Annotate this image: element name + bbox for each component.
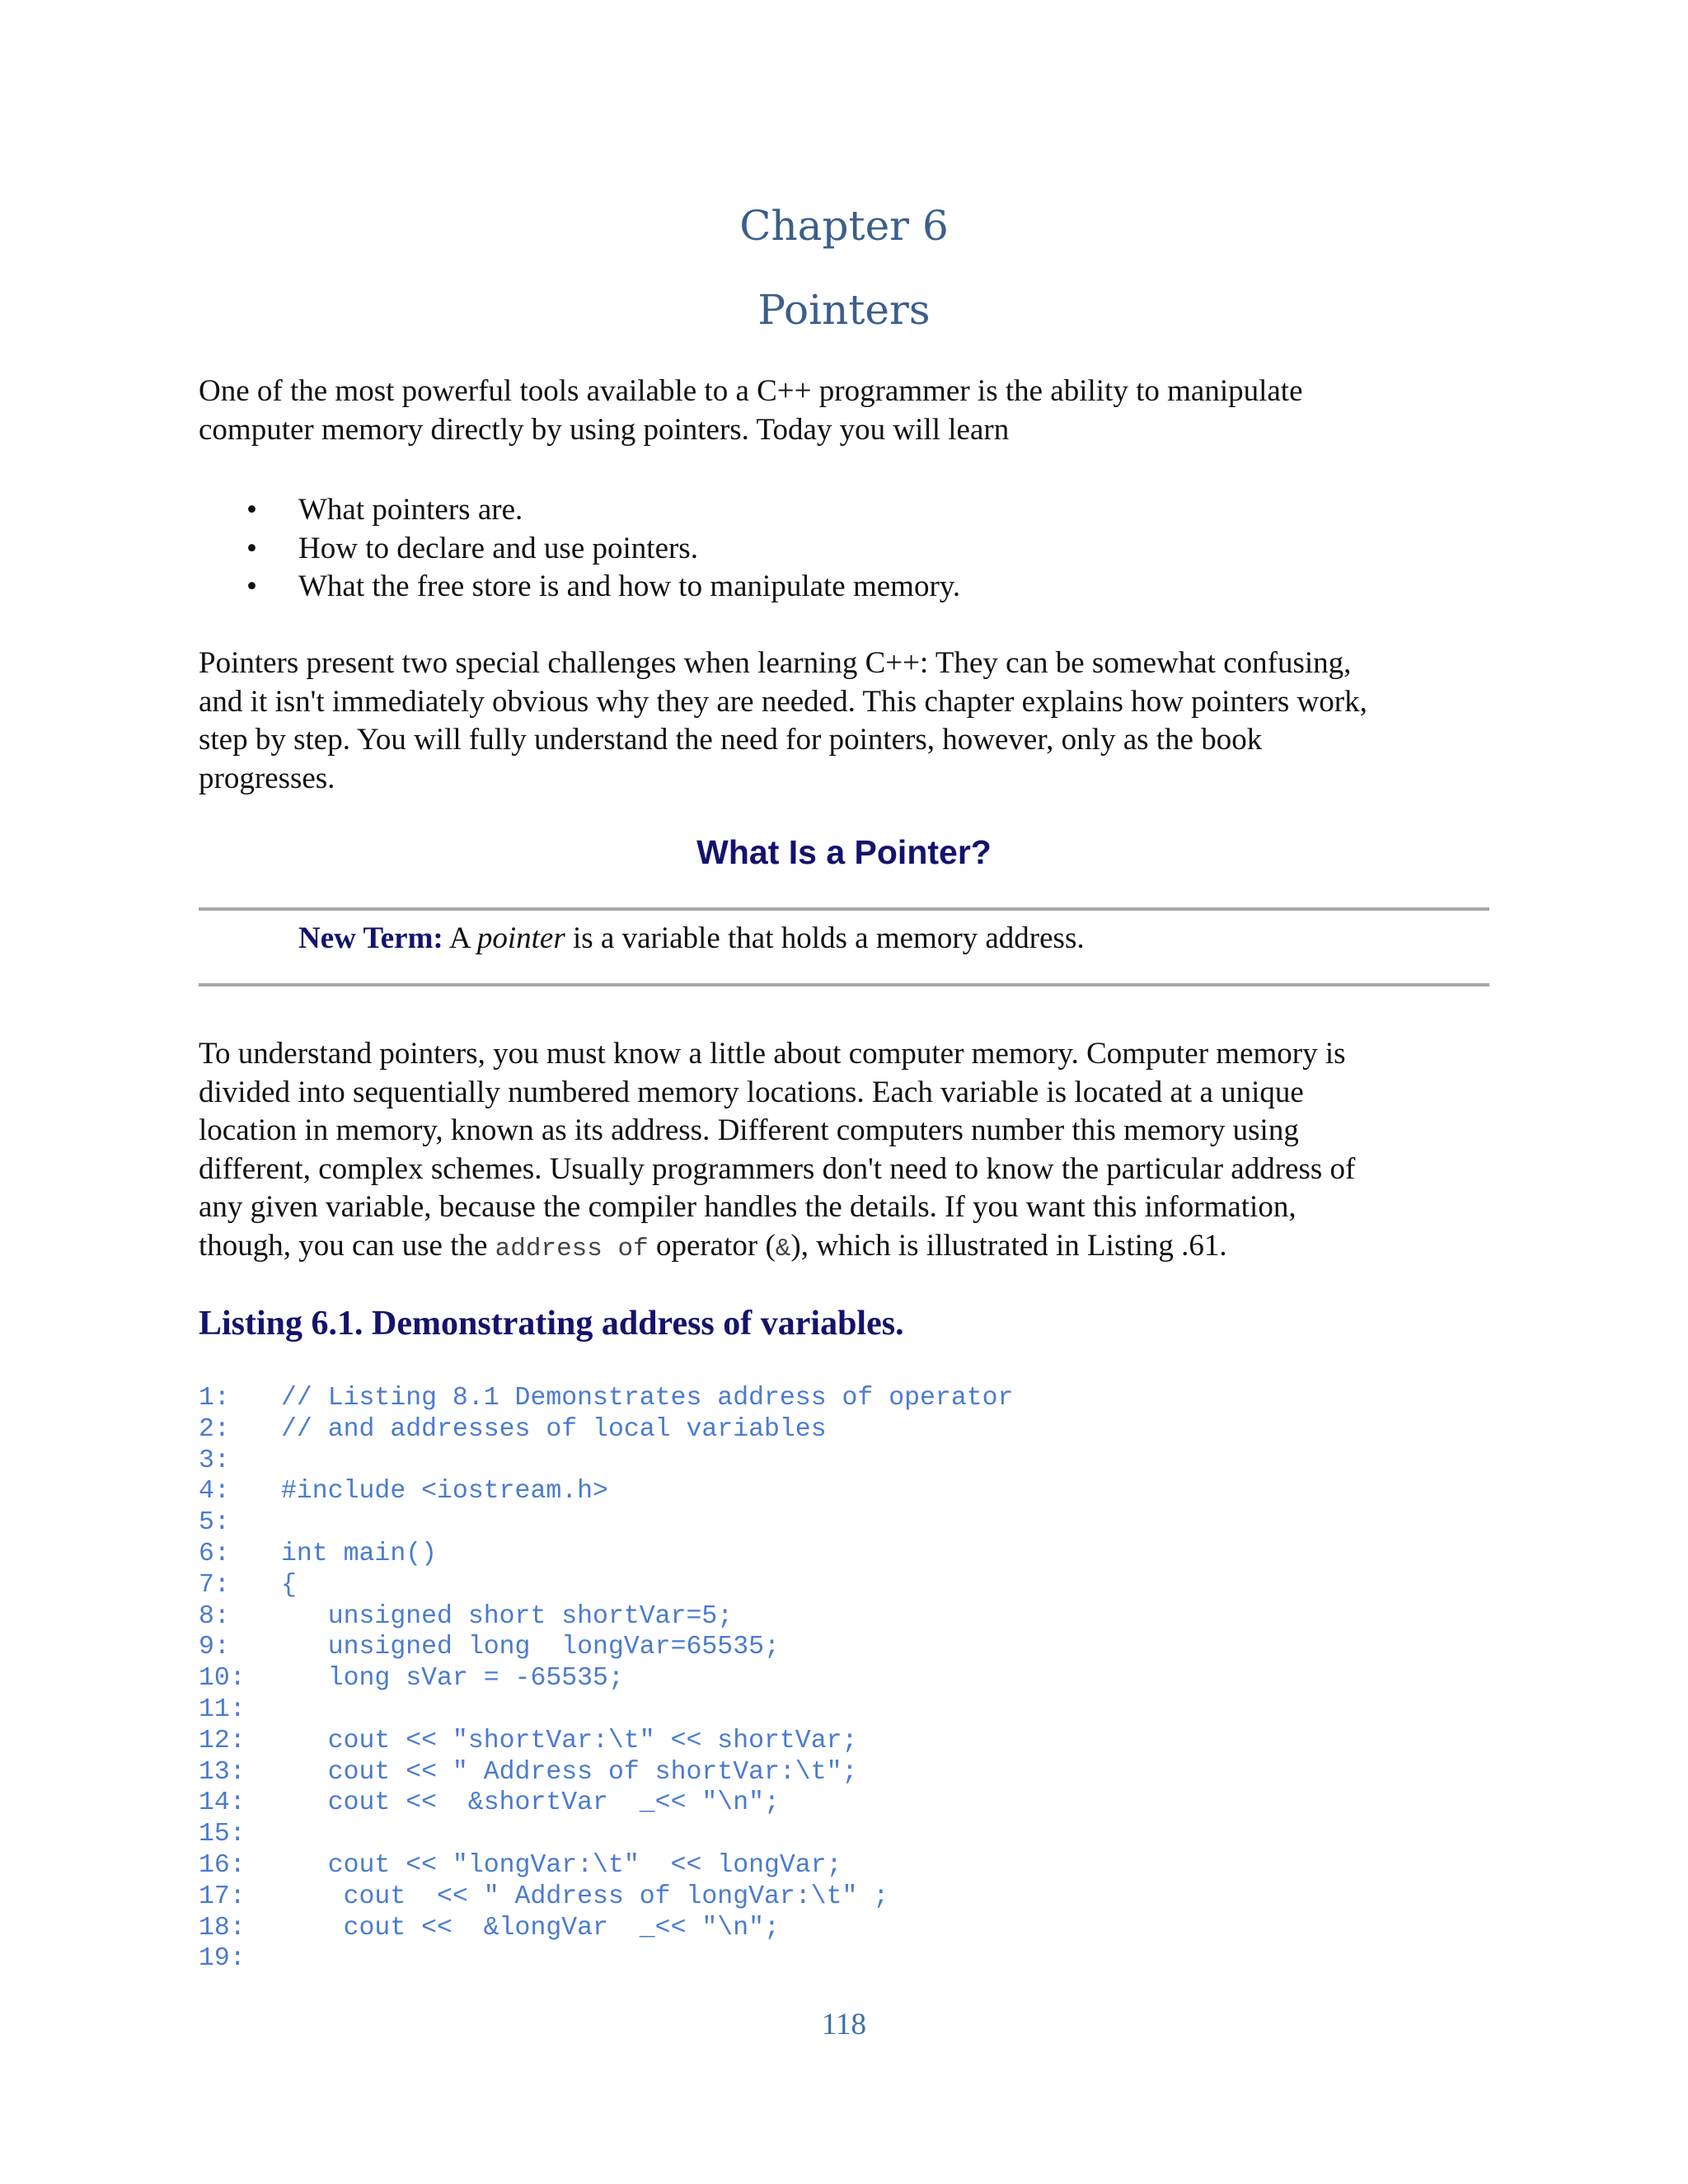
memory-text: though, you can use the (199, 1228, 495, 1263)
intro-line: One of the most powerful tools available to a C++ programmer is the ability to manipulate (199, 374, 1303, 408)
memory-text: operator ( (648, 1228, 776, 1263)
listing-title: Listing 6.1. Demonstrating address of variables. (199, 1305, 904, 1343)
new-term-note (298, 920, 1085, 958)
intro-paragraph (199, 373, 1501, 449)
code-line-number: 4: (199, 1477, 230, 1507)
page-number: 118 (821, 2008, 867, 2041)
list-item-text: What the free store is and how to manipulate memory. (298, 569, 961, 603)
code-line-text: int main() (281, 1539, 438, 1568)
challenges-line: step by step. You will fully understand the need for pointers, however, only as the book (199, 723, 1263, 757)
code-line-text: long sVar = -65535; (281, 1664, 624, 1694)
challenges-line: and it isn't immediately obvious why they are needed. This chapter explains how pointers work, (199, 684, 1367, 719)
address-of-code: address of (495, 1234, 649, 1263)
code-line-text: // and addresses of local variables (281, 1414, 827, 1444)
memory-line: To understand pointers, you must know a little about computer memory. Computer memory is (199, 1037, 1346, 1071)
code-line-number: 3: (199, 1446, 230, 1475)
list-item-text: What pointers are. (298, 493, 523, 527)
code-line-text: cout << " Address of shortVar:\t"; (281, 1757, 858, 1787)
list-item (199, 530, 960, 569)
new-term-definition: is a variable that holds a memory address. (565, 921, 1085, 955)
code-line-text: #include <iostream.h> (281, 1477, 608, 1507)
new-term-label: New Term: (298, 921, 443, 955)
code-line-number: 14: (199, 1788, 246, 1818)
new-term-before: A (443, 921, 477, 955)
code-line-number: 19: (199, 1944, 246, 1974)
bullet-icon: • (246, 569, 257, 603)
challenges-line: progresses. (199, 761, 335, 795)
memory-line: location in memory, known as its address. Different computers number this memory using (199, 1113, 1299, 1147)
intro-line: computer memory directly by using pointers. Today you will learn (199, 412, 1010, 447)
code-line-number: 16: (199, 1850, 246, 1880)
list-item (199, 568, 960, 607)
section-heading: What Is a Pointer? (696, 833, 992, 871)
memory-line: divided into sequentially numbered memory locations. Each variable is located at a unique (199, 1075, 1304, 1109)
code-line-text: cout << " Address of longVar:\t" ; (281, 1882, 889, 1911)
code-line-number: 5: (199, 1508, 230, 1538)
code-line-number: 17: (199, 1882, 246, 1911)
code-line-number: 12: (199, 1726, 246, 1755)
chapter-title: Pointers (757, 286, 931, 334)
challenges-paragraph (199, 644, 1501, 798)
code-line-number: 9: (199, 1633, 230, 1662)
code-line-text: cout << "longVar:\t" << longVar; (281, 1850, 842, 1880)
code-line-text: cout << &longVar _<< "\n"; (281, 1913, 780, 1943)
new-term-word: pointer (476, 921, 565, 955)
list-item-text: How to declare and use pointers. (298, 531, 698, 565)
code-line-number: 7: (199, 1570, 230, 1600)
list-item (199, 491, 960, 530)
code-line-number: 1: (199, 1384, 230, 1413)
memory-line: different, complex schemes. Usually programmers don't need to know the particular address of (199, 1151, 1356, 1186)
bullet-icon: • (246, 493, 257, 527)
code-line-text: unsigned short shortVar=5; (281, 1601, 734, 1631)
memory-text: ), which is illustrated in Listing .61. (790, 1228, 1227, 1263)
code-line-number: 2: (199, 1414, 230, 1444)
ampersand-code: & (775, 1234, 791, 1263)
topics-list (199, 491, 960, 607)
bullet-icon: • (246, 531, 257, 565)
memory-paragraph (199, 1035, 1501, 1268)
chapter-number: Chapter 6 (739, 202, 949, 250)
divider-bottom (199, 983, 1489, 987)
code-line-number: 8: (199, 1601, 230, 1631)
code-line-number: 10: (199, 1664, 246, 1694)
code-line-text: // Listing 8.1 Demonstrates address of operator (281, 1384, 1014, 1413)
code-line-number: 11: (199, 1694, 246, 1724)
code-line-text: cout << &shortVar _<< "\n"; (281, 1788, 780, 1818)
code-line-text: cout << "shortVar:\t" << shortVar; (281, 1726, 858, 1755)
code-line-text: unsigned long longVar=65535; (281, 1633, 780, 1662)
code-line-number: 13: (199, 1757, 246, 1787)
code-line-number: 15: (199, 1820, 246, 1849)
challenges-line: Pointers present two special challenges when learning C++: They can be somewhat confusing, (199, 646, 1352, 680)
code-line-text: { (281, 1570, 297, 1600)
code-line-number: 18: (199, 1913, 246, 1943)
code-line-number: 6: (199, 1539, 230, 1568)
divider-top (199, 907, 1489, 911)
memory-line: any given variable, because the compiler handles the details. If you want this information, (199, 1190, 1296, 1224)
memory-line-last (199, 1227, 1501, 1269)
